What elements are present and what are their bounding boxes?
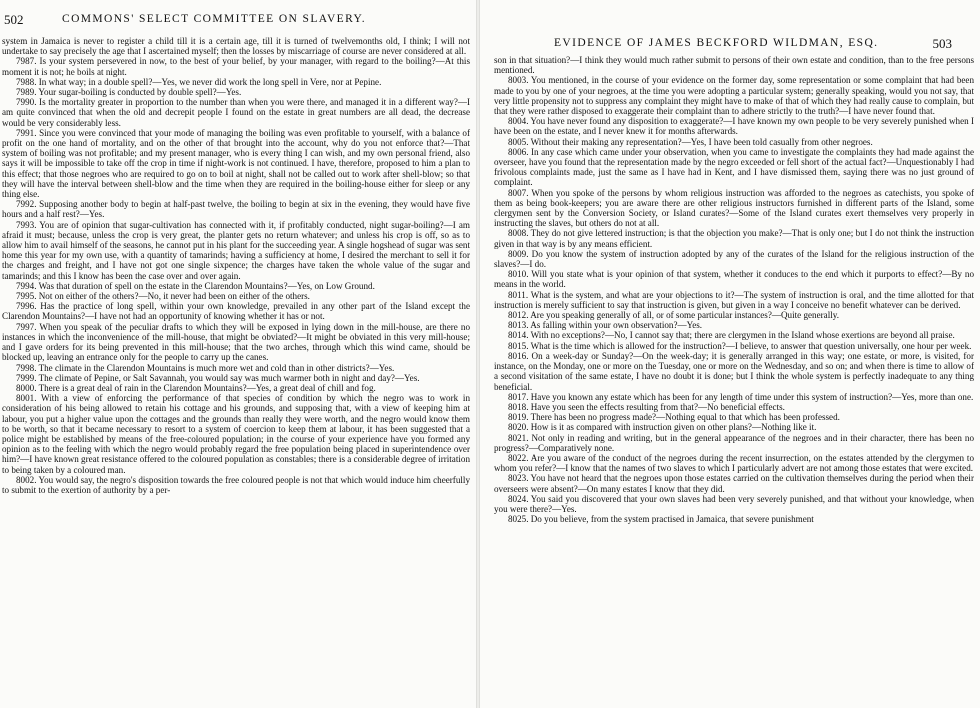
testimony-paragraph: 7993. You are of opinion that sugar-cultivation has connected with it, if profitably conducted, night sugar-boiling?—I am afraid it must; because, unless the crop is very great, the planter gets no return whatever; and unless his crop is off, so as to allow him to avail himself of the seasons, he cannot put in his plant for the succeeding year. A single hogshead of sugar was sent home this year for my own use, with a quantity of tamarinds; having a sufficiency at home, I desired the merchant to sell it for the charges and freight, and I have not got one single sixpence; the charges have taken the whole value of the sugar and tamarinds; and this I know has been the case over and over again. — [2, 219, 470, 281]
testimony-paragraph: 8001. With a view of enforcing the performance of that species of condition by which the negro was to work in consideration of his being allowed to retain his cottage and his grounds, and supposing that, with a view of keeping him at labour, you put a higher value upon the cottages and the grounds than really they were worth, and the negro would know them to be worth, so that it became necessary to resort to a system of coercion to keep them at labour, it has been suggested that a police might be established by means of the free-coloured population; in the course of your experience have you formed any opinion as to the feeling with which the negro would probably regard the free population being placed in superintendence over him?—I have known great resistance offered to the coloured population as constables; there is a considerable degree of irritation to being taken by a coloured man. — [2, 393, 470, 475]
testimony-paragraph: 7987. Is your system persevered in now, to the best of your belief, by your manager, with regard to the boiling?—At this moment it is not; he boils at night. — [2, 56, 470, 77]
testimony-paragraph: 8022. Are you aware of the conduct of the negroes during the recent insurrection, on the estates attended by the clergymen to whom you refer?—I know that the names of two slaves to which I particularly advert are not among those estates that were excited. — [494, 452, 974, 474]
right-running-head: EVIDENCE OF JAMES BECKFORD WILDMAN, ESQ. — [554, 37, 879, 49]
testimony-paragraph: 7990. Is the mortality greater in proportion to the number than when you were there, and managed it in a different way?—I am quite convinced that when the old and decrepit people I found on the estate in great numbers are all dead, the decrease would be very considerably less. — [2, 97, 470, 128]
testimony-paragraph: 8023. You have not heard that the negroes upon those estates carried on the cultivation themselves during the period when their overseers were absent?—On many estates I know that they did. — [494, 473, 974, 494]
testimony-paragraph: 7999. The climate of Pepine, or Salt Savannah, you would say was much warmer both in night and day?—Yes. — [16, 372, 420, 383]
testimony-paragraph: 8005. Without their making any representation?—Yes, I have been told casually from other negroes. — [508, 136, 873, 147]
testimony-paragraph: 8013. As falling within your own observation?—Yes. — [508, 320, 703, 331]
testimony-paragraph: 8008. They do not give lettered instruction; is that the objection you make?—That is only one; but I do not think the instruction given in that way is by any means efficient. — [494, 228, 974, 249]
testimony-paragraph: 8016. On a week-day or Sunday?—On the week-day; it is generally arranged in this way; one estate, or more, is visited, for instance, on the Monday, one or more on the Tuesday, one or more on the Wednesday, and so on; and when there is time to allow of a second visitation of the same estate, I have no doubt it is done; but I think the whole system is perfectly inadequate to any thing beneficial. — [494, 350, 974, 392]
testimony-paragraph: 8009. Do you know the system of instruction adopted by any of the curates of the Island for the religious instruction of the slaves?—I do. — [494, 248, 974, 270]
left-page-number: 502 — [4, 12, 24, 27]
testimony-paragraph: 8018. Have you seen the effects resulting from that?—No beneficial effects. — [508, 401, 785, 412]
left-page-text — [2, 36, 470, 495]
testimony-paragraph: 8025. Do you believe, from the system practised in Jamaica, that severe punishment — [508, 514, 814, 525]
testimony-paragraph: 7988. In what way; in a double spell?—Yes, we never did work the long spell in Vere, nor at Pepine. — [16, 76, 382, 87]
testimony-paragraph: 8000. There is a great deal of rain in the Clarendon Mountains?—Yes, a great deal of chill and fog. — [16, 382, 376, 393]
testimony-paragraph: 7989. Your sugar-boiling is conducted by double spell?—Yes. — [16, 87, 242, 98]
testimony-paragraph: 7994. Was that duration of spell on the estate in the Clarendon Mountains?—Yes, on Low Ground. — [16, 280, 375, 291]
testimony-paragraph: 8011. What is the system, and what are your objections to it?—The system of instruction is oral, and the time allotted for that instruction is merely sufficient to say that instruction is given, but given in a way I conceive no benefit whatever can be derived. — [494, 289, 974, 310]
testimony-paragraph: 7997. When you speak of the peculiar drafts to which they will be exposed in lying down in the mill-house, are there no instances in which the inconvenience of the mill-house, that might be obviated?—It might be obviated in this very mill-house; and I gave orders for its being prevented in this mill-house; that the two arches, through which this wind came, should be blocked up, leaving an entrance only for the people to carry up the canes. — [2, 321, 470, 363]
testimony-paragraph: 8015. What is the time which is allowed for the instruction?—I believe, to answer that question universally, one hour per week. — [508, 340, 972, 351]
left-page — [0, 0, 476, 708]
testimony-paragraph: 8010. Will you state what is your opinion of that system, whether it conduces to the end which it purports to effect?—By no means in the world. — [494, 269, 974, 290]
testimony-paragraph: 8017. Have you known any estate which has been for any length of time under this system of instruction?—Yes, more than one. — [508, 391, 974, 402]
testimony-paragraph: 7995. Not on either of the others?—No, it never had been on either of the others. — [16, 291, 310, 302]
testimony-paragraph: 7998. The climate in the Clarendon Mountains is much more wet and cold than in other districts?—Yes. — [16, 362, 395, 373]
testimony-paragraph: 8020. How is it as compared with instruction given on other plans?—Nothing like it. — [508, 422, 817, 433]
testimony-paragraph: 8006. In any case which came under your observation, when you came to investigate the complaints they had made against the overseer, have you found that the representation made by the negro exceeded or fell short of the actual fact?—Unquestionably I had frivolous complaints made, just the same as I have had in Kent, and I have dismissed them, saying there was no just ground of complaint. — [494, 146, 974, 188]
testimony-paragraph: 8024. You said you discovered that your own slaves had been very severely punished, and that without your knowledge, when you were there?—Yes. — [494, 493, 974, 514]
testimony-paragraph: 8004. You have never found any disposition to exaggerate?—I have known my own people to be very severely punished when I have been on the estate, and I never knew it for months afterwards. — [494, 116, 974, 137]
left-running-head: COMMONS' SELECT COMMITTEE ON SLAVERY. — [62, 13, 367, 25]
testimony-paragraph: son in that situation?—I think they would much rather submit to persons of their own estate and condition, than to the free persons mentioned. — [494, 55, 974, 76]
testimony-paragraph: 7996. Has the practice of long spell, within your own knowledge, prevailed in any other part of the Island except the Clarendon Mountains?—I have not had an opportunity of knowing whether it has or not. — [2, 301, 470, 322]
testimony-paragraph: 7992. Supposing another body to begin at half-past twelve, the boiling to begin at six in the evening, they would have five hours and a half rest?—Yes. — [2, 199, 470, 220]
testimony-paragraph: 7991. Since you were convinced that your mode of managing the boiling was even profitable to yourself, with a balance of profit on the one hand of mortality, and on the other of that brought into the account, why do you not enforce that?—That system of boiling was not profitable; and my present manager, who is every thing I can wish, and my own personal friend, also says it will be impossible to take off the crop in time if night-work is not continued. I have, therefore, proposed to him a plan to this effect; that those negroes who are required to go on to boil at night, shall not be called out to work after shell-blow; so that they will have the interval between shell-blow and the time when they are required in the boiling-house either for sleep or any thing else. — [2, 127, 470, 200]
right-page-text — [494, 55, 974, 524]
right-page — [480, 0, 980, 708]
testimony-paragraph: 8014. With no exceptions?—No, I cannot say that; there are clergymen in the Island whose exertions are beyond all praise. — [508, 330, 955, 341]
testimony-paragraph: 8021. Not only in reading and writing, but in the general appearance of the negroes and in their character, there has been no progress?—Comparatively none. — [494, 432, 974, 453]
testimony-paragraph: system in Jamaica is never to register a child till it is a certain age, till it is turned of twelvemonths old, I think; I will not undertake to say precisely the age that I ascertained myself; then the losses by miscarriage of course are never considered at all. — [2, 36, 470, 57]
testimony-paragraph: 8019. There has been no progress made?—Nothing equal to that which has been professed. — [508, 412, 840, 423]
testimony-paragraph: 8002. You would say, the negro's disposition towards the free coloured people is not that which would induce him cheerfully to submit to the exertion of authority by a per- — [2, 474, 470, 495]
testimony-paragraph: 8003. You mentioned, in the course of your evidence on the former day, some representation or some complaint that had been made to you by one of your negroes, at the time you were adopting a particular system; generally speaking, would you not say, that very little propensity not to suppress any complaint they might have to make of that of which they had really cause to complain, but that they were rather disposed to exaggerate their complaint than to adhere strictly to the truth?—I have never found that. — [494, 75, 974, 117]
testimony-paragraph: 8007. When you spoke of the persons by whom religious instruction was afforded to the negroes as catechists, you spoke of them as being book-keepers; you are aware there are other religious instructors furnished in different parts of the Island, some clergymen sent by the Conversion Society, or Island curates?—Some of the Island curates exert themselves very properly in instructing the slaves, but others do not at all. — [494, 187, 974, 229]
right-page-number: 503 — [932, 36, 952, 51]
testimony-paragraph: 8012. Are you speaking generally of all, or of some particular instances?—Quite generally. — [508, 310, 839, 321]
